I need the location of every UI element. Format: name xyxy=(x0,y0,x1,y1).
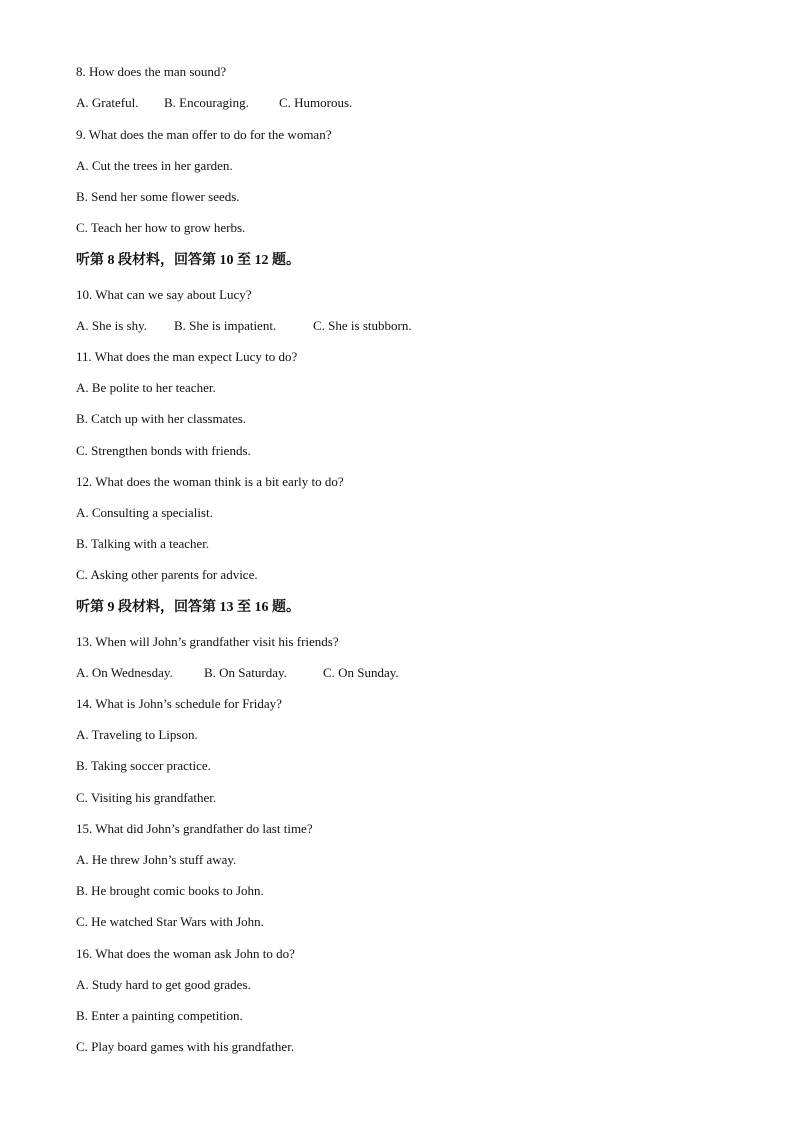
option-b: B. She is impatient. xyxy=(174,318,277,333)
section-heading-9: 听第 9 段材料，回答第 13 至 16 题。 xyxy=(76,600,300,615)
question-14: 14. What is John’s schedule for Friday? xyxy=(76,696,282,711)
option-a: A. He threw John’s stuff away. xyxy=(76,852,237,867)
option-a: A. Consulting a specialist. xyxy=(76,505,213,520)
option-c: C. Humorous. xyxy=(279,95,353,110)
question-13-options xyxy=(76,665,399,681)
option-b: B. Taking soccer practice. xyxy=(76,758,211,773)
section-heading-8: 听第 8 段材料，回答第 10 至 12 题。 xyxy=(76,253,300,268)
question-11: 11. What does the man expect Lucy to do? xyxy=(76,349,298,364)
option-a: A. She is shy. xyxy=(76,318,148,333)
option-b: B. Send her some flower seeds. xyxy=(76,189,240,204)
question-9: 9. What does the man offer to do for the woman? xyxy=(76,127,332,142)
option-c: C. Asking other parents for advice. xyxy=(76,567,258,582)
option-b: B. Talking with a teacher. xyxy=(76,536,210,551)
option-c: C. Strengthen bonds with friends. xyxy=(76,443,251,458)
option-b: B. Encouraging. xyxy=(164,95,249,110)
option-c: C. He watched Star Wars with John. xyxy=(76,914,264,929)
question-16: 16. What does the woman ask John to do? xyxy=(76,946,295,961)
option-b: B. He brought comic books to John. xyxy=(76,883,264,898)
option-c: C. Visiting his grandfather. xyxy=(76,790,217,805)
question-12: 12. What does the woman think is a bit early to do? xyxy=(76,474,344,489)
question-10-options xyxy=(76,318,412,334)
question-13: 13. When will John’s grandfather visit his friends? xyxy=(76,634,339,649)
option-a: A. Study hard to get good grades. xyxy=(76,977,251,992)
option-b: B. On Saturday. xyxy=(204,665,287,680)
option-a: A. Cut the trees in her garden. xyxy=(76,158,233,173)
option-a: A. On Wednesday. xyxy=(76,665,173,680)
option-c: C. Teach her how to grow herbs. xyxy=(76,220,246,235)
option-c: C. She is stubborn. xyxy=(313,318,412,333)
option-a: A. Grateful. xyxy=(76,95,139,110)
question-8-options xyxy=(76,95,353,111)
question-8: 8. How does the man sound? xyxy=(76,64,227,79)
option-b: B. Catch up with her classmates. xyxy=(76,411,247,426)
option-c: C. Play board games with his grandfather. xyxy=(76,1039,295,1054)
option-c: C. On Sunday. xyxy=(323,665,399,680)
option-b: B. Enter a painting competition. xyxy=(76,1008,243,1023)
question-15: 15. What did John’s grandfather do last time? xyxy=(76,821,313,836)
option-a: A. Traveling to Lipson. xyxy=(76,727,198,742)
question-10: 10. What can we say about Lucy? xyxy=(76,287,252,302)
option-a: A. Be polite to her teacher. xyxy=(76,380,216,395)
